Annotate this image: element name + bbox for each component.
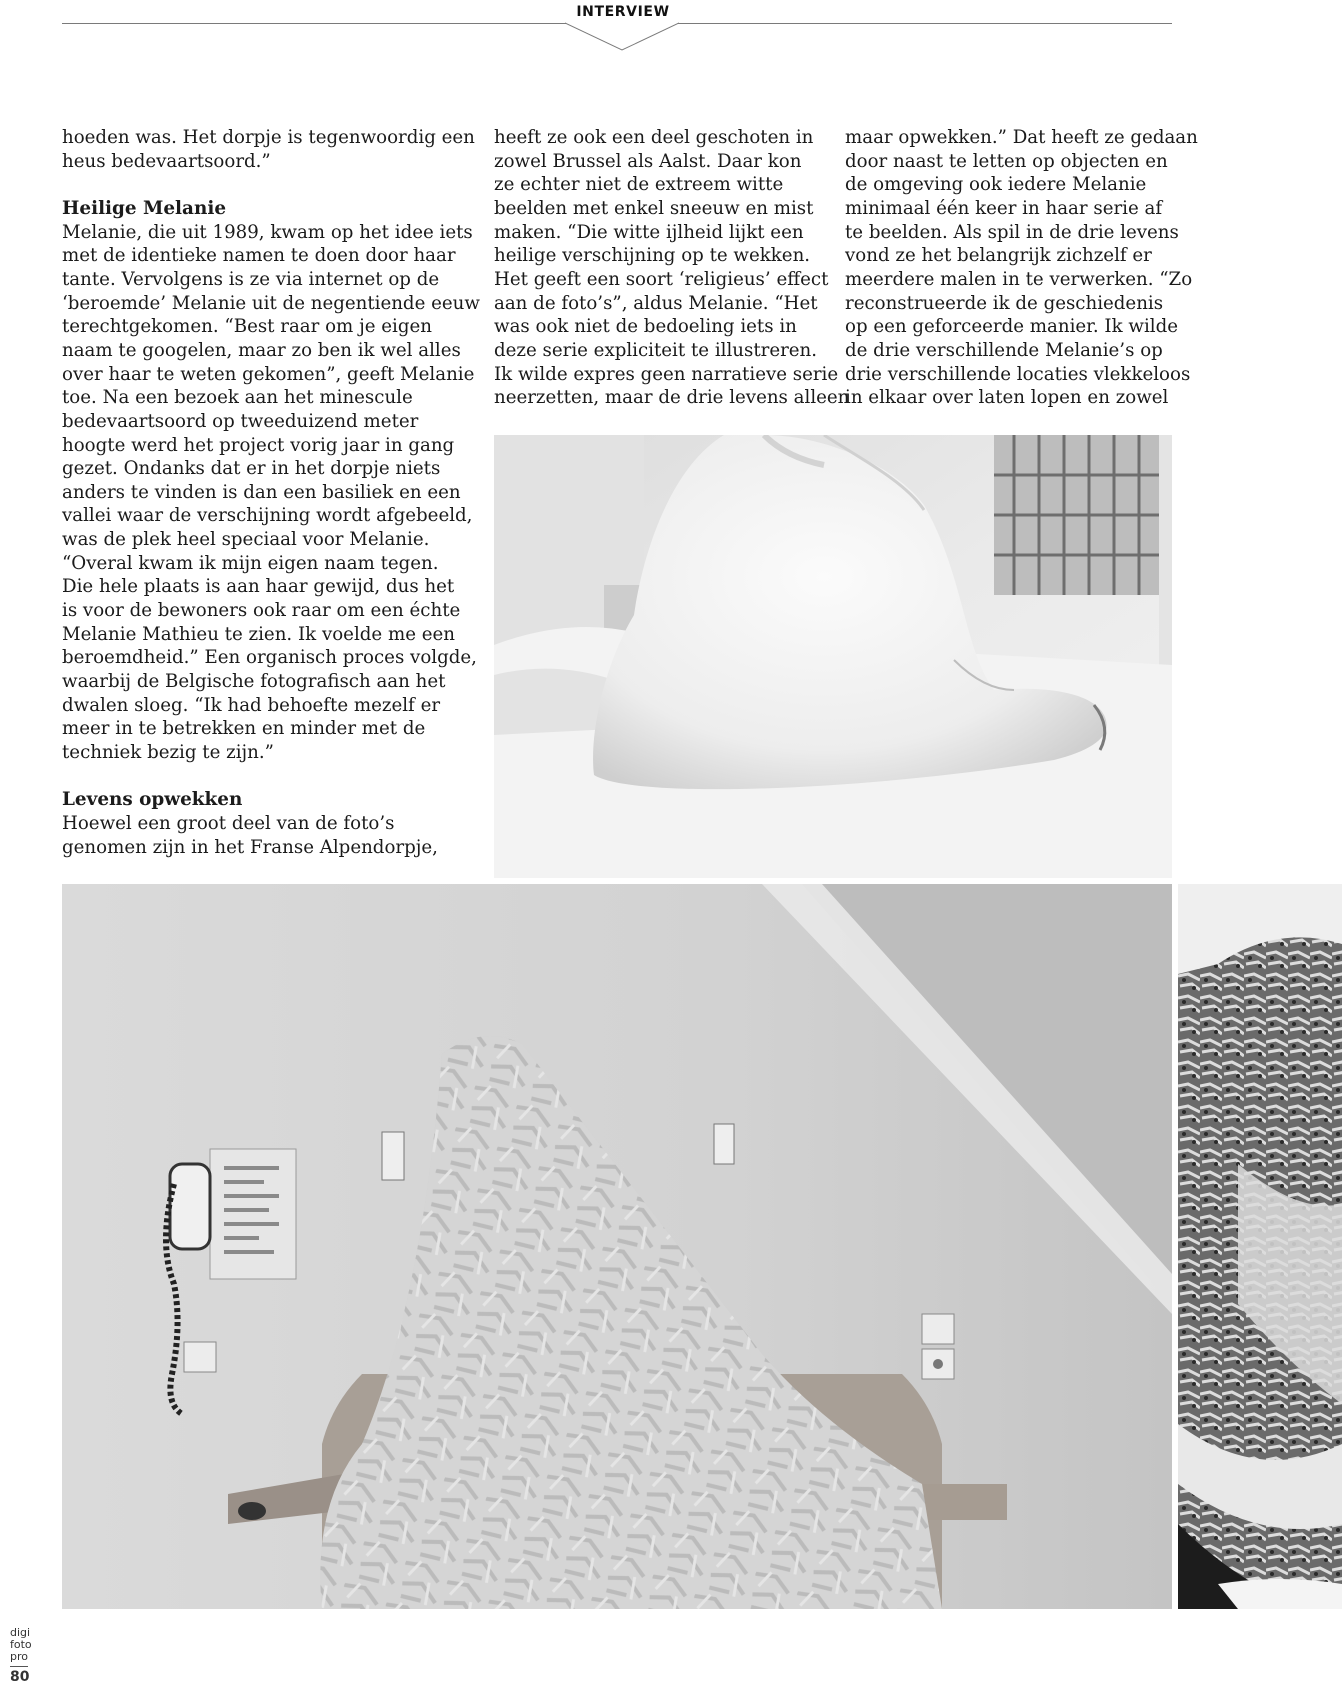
brand-line: digi <box>10 1626 31 1639</box>
text-line: ze echter niet de extreem witte <box>494 174 784 196</box>
text-line: met de identieke namen te doen door haar <box>62 245 456 267</box>
page-number: 80 <box>10 1669 30 1685</box>
text-line: te beelden. Als spil in de drie levens <box>845 221 1179 243</box>
text-line: terechtgekomen. “Best raar om je eigen <box>62 316 432 338</box>
text-line: was de plek heel speciaal voor Melanie. <box>62 529 430 551</box>
text-column-2 <box>494 126 850 410</box>
text-line: maar opwekken.” Dat heeft ze gedaan <box>845 127 1198 148</box>
brand-logo <box>10 1627 32 1663</box>
subheading: Levens opwekken <box>62 789 243 811</box>
text-column-1 <box>62 126 480 859</box>
text-line: Ik wilde expres geen narratieve serie <box>494 363 839 385</box>
text-line: Melanie Mathieu te zien. Ik voelde me een <box>62 623 455 645</box>
section-label: INTERVIEW <box>567 4 679 20</box>
paragraph-gap <box>62 765 457 789</box>
brand-line: pro <box>10 1650 28 1663</box>
text-line: hoogte werd het project vorig jaar in gang <box>62 434 455 456</box>
text-line: minimaal één keer in haar serie af <box>845 197 1163 219</box>
text-line: Het geeft een soort ‘religieus’ effect <box>494 268 829 290</box>
text-line: de omgeving ook iedere Melanie <box>845 174 1147 196</box>
photo-snowy-mountain <box>1178 884 1342 1609</box>
text-line: in elkaar over laten lopen en zowel <box>845 387 1169 409</box>
text-line: door naast te letten op objecten en <box>845 150 1168 172</box>
text-line: naam te googelen, maar zo ben ik wel alles <box>62 339 461 361</box>
folio <box>10 1627 32 1685</box>
paragraph-gap <box>62 173 457 197</box>
text-line: “Overal kwam ik mijn eigen naam tegen. <box>62 552 439 574</box>
text-line: vallei waar de verschijning wordt afgebeeld, <box>62 505 473 527</box>
text-line: Die hele plaats is aan haar gewijd, dus het <box>62 576 455 598</box>
text-line: heus bedevaartsoord.” <box>62 150 271 172</box>
text-line: vond ze het belangrijk zichzelf er <box>845 245 1152 267</box>
text-line: toe. Na een bezoek aan het minescule <box>62 387 413 409</box>
text-line: meer in te betrekken en minder met de <box>62 718 426 740</box>
text-line: maken. “Die witte ijlheid lijkt een <box>494 221 804 243</box>
text-line: anders te vinden is dan een basiliek en een <box>62 481 461 503</box>
text-line: was ook niet de bedoeling iets in <box>494 316 797 338</box>
text-line: meerdere malen in te verwerken. “Zo <box>845 268 1193 290</box>
subheading: Heilige Melanie <box>62 197 227 219</box>
text-line: genomen zijn in het Franse Alpendorpje, <box>62 836 438 858</box>
text-column-3 <box>845 126 1198 410</box>
text-line: reconstrueerde ik de geschiedenis <box>845 292 1164 314</box>
text-line: Melanie, die uit 1989, kwam op het idee iets <box>62 221 473 243</box>
text-line: Hoewel een groot deel van de foto’s <box>62 813 395 834</box>
text-line: dwalen sloeg. “Ik had behoefte mezelf er <box>62 694 441 716</box>
text-line: waarbij de Belgische fotografisch aan het <box>62 671 446 693</box>
brand-line: foto <box>10 1638 32 1651</box>
text-line: aan de foto’s”, aldus Melanie. “Het <box>494 292 818 314</box>
text-line: is voor de bewoners ook raar om een échte <box>62 600 461 622</box>
text-line: heeft ze ook een deel geschoten in <box>494 127 814 148</box>
text-line: bedevaartsoord op tweeduizend meter <box>62 410 419 432</box>
text-line: tante. Vervolgens is ze via internet op de <box>62 268 440 290</box>
text-line: de drie verschillende Melanie’s op <box>845 339 1163 361</box>
text-line: drie verschillende locaties vlekkeloos <box>845 363 1191 385</box>
text-line: techniek bezig te zijn.” <box>62 742 274 764</box>
text-line: hoeden was. Het dorpje is tegenwoordig een <box>62 127 475 148</box>
photo-figure-on-bed <box>494 435 1172 878</box>
folio-rule <box>10 1666 28 1667</box>
photo-draped-sheet-room <box>62 884 1172 1609</box>
text-line: zowel Brussel als Aalst. Daar kon <box>494 150 802 172</box>
text-line: op een geforceerde manier. Ik wilde <box>845 316 1179 338</box>
header-notch <box>565 22 679 52</box>
text-line: beelden met enkel sneeuw en mist <box>494 197 814 219</box>
text-line: gezet. Ondanks dat er in het dorpje niets <box>62 458 441 480</box>
text-line: neerzetten, maar de drie levens alleen <box>494 387 850 409</box>
text-line: deze serie expliciteit te illustreren. <box>494 339 818 361</box>
text-line: ‘beroemde’ Melanie uit de negentiende eeuw <box>62 292 480 314</box>
text-line: over haar te weten gekomen”, geeft Melanie <box>62 363 475 385</box>
text-line: beroemdheid.” Een organisch proces volgde, <box>62 647 477 669</box>
text-line: heilige verschijning op te wekken. <box>494 245 811 267</box>
